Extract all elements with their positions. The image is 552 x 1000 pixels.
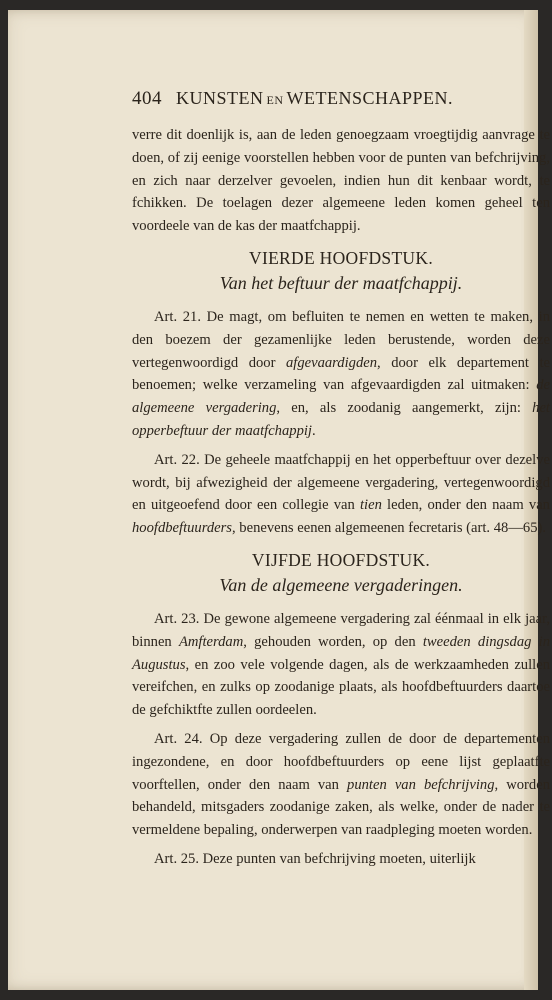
art21-italic-1: afgevaardigden (285, 354, 378, 371)
art22-text-3: , benevens eenen algemeenen fecretaris (art. 48—65). (232, 520, 547, 537)
art21-italic-2: de algemeene vergadering (132, 377, 550, 417)
art21-text-4: . (311, 422, 316, 439)
chapter-5-subheading: Van de algemeene vergaderingen. (219, 574, 463, 595)
book-page (8, 10, 550, 990)
running-title-right: WETENSCHAPPEN. (286, 88, 454, 108)
running-title-join: EN (266, 93, 284, 107)
art23-italic-2: tweeden dingsdag in Augustus (132, 633, 550, 673)
running-head (132, 88, 550, 110)
running-title-left: KUNSTEN (176, 88, 264, 108)
art23-text-1: Art. 23. De gewone algemeene vergadering zal éénmaal in elk jaar, binnen (132, 610, 550, 650)
art24-text-1: Art. 24. Op deze vergadering zullen de door de departementen ingezondene, en door hoofdbeftuurders op eene lijst geplaatfte voorftellen, onder den naam van (132, 730, 550, 793)
chapter-5-heading: VIJFDE HOOFDSTUK. (251, 549, 431, 570)
art23-text-2: , gehouden worden, op den (243, 633, 423, 650)
article-24 (132, 728, 550, 842)
art23-text-3: , en zoo vele volgende dagen, als de werkzaamheden zullen vereifchen, en zulks op zoodanige plaats, als hoofdbeftuurders daartoe de gefchiktfte zullen oordeelen. (132, 656, 550, 719)
intro-paragraph: verre dit doenlijk is, aan de leden genoegzaam vroegtijdig aanvrage te doen, of zij eenige voorstellen hebben voor de punten van befchrijving, en zich naar derzelver gevoelen, indien hun dit kenbaar wordt, te fchikken. De toelagen dezer algemeene leden komen geheel ten voordeele van de kas der maatfchappij. (132, 127, 550, 235)
art24-text-2: , worden behandeld, mitsgaders zoodanige zaken, als welke, onder de nader te vermeldene bepaling, onderwerpen van raadpleging moeten worden. (132, 776, 550, 839)
page-number: 404 (132, 88, 162, 109)
art21-text-2: , door elk departement te benoemen; welke verzameling van afgevaardigden zal uitmaken: (132, 354, 550, 394)
art21-italic-3: het opperbeftuur der maatfchappij (132, 400, 550, 439)
art22-italic-1: tien (359, 497, 382, 514)
art22-text-1: Art. 22. De geheele maatfchappij en het opperbeftuur over dezelve wordt, bij afwezigheid der algemeene vergadering, vertegenwoordigd en uitgeoefend door een collegie van (132, 451, 550, 514)
running-title (176, 88, 453, 109)
article-22 (132, 449, 550, 540)
chapter-4-heading: VIERDE HOOFDSTUK. (249, 247, 433, 268)
chapter-4-subheading: Van het beftuur der maatfchappij. (219, 272, 463, 293)
article-23 (132, 608, 550, 722)
art21-text-1: Art. 21. De magt, om befluiten te nemen en wetten te maken, in den boezem der gezamenlijke leden berustende, worden deze vertegenwoordigd door (132, 308, 550, 371)
art22-text-2: leden, onder den naam van (381, 497, 550, 514)
page-content (132, 88, 550, 871)
art21-text-3: , en, als zoodanig aangemerkt, zijn: (276, 400, 533, 417)
art22-italic-2: hoofdbeftuurders (132, 520, 232, 537)
article-21 (132, 306, 550, 443)
art25-text-1: Art. 25. Deze punten van befchrijving moeten, uiterlijk (154, 850, 476, 867)
art24-italic-1: punten van befchrijving (347, 776, 495, 793)
art23-italic-1: Amfterdam (178, 633, 244, 650)
article-25 (132, 848, 550, 871)
